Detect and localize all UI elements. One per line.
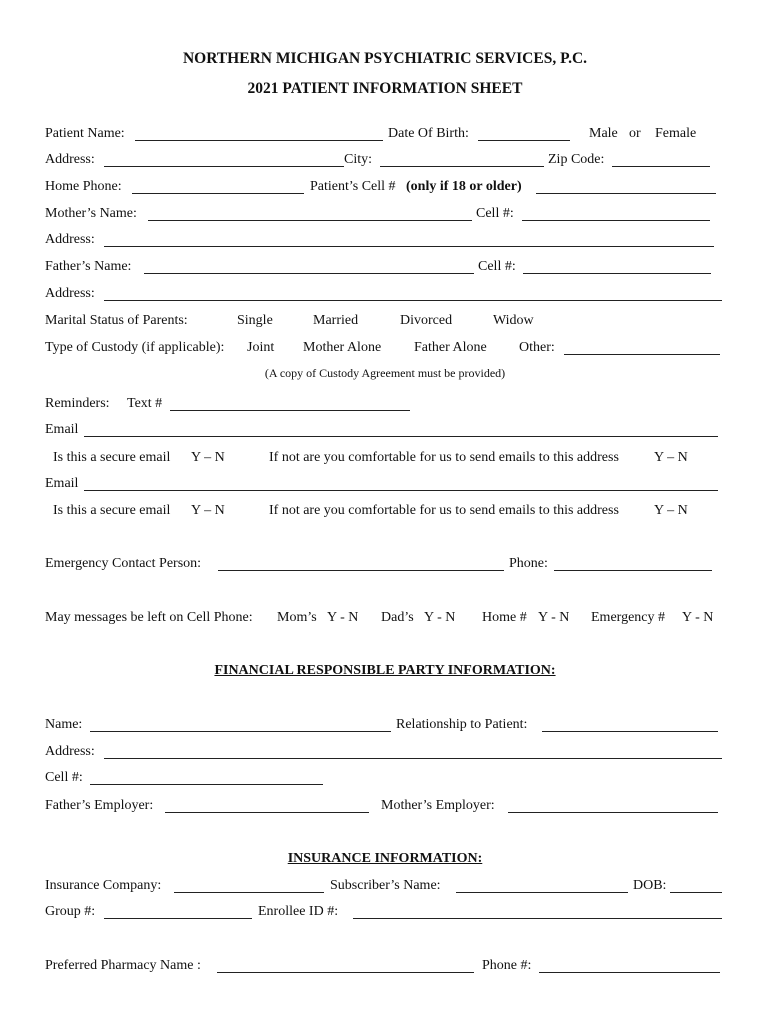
subscriber-label: Subscriber’s Name: — [330, 878, 441, 893]
custody-option-father[interactable]: Father Alone — [414, 340, 487, 355]
pharmacy-phone-field[interactable] — [539, 972, 720, 973]
email-1-comfort-question: If not are you comfortable for us to send emails to this address — [269, 450, 619, 465]
relationship-label: Relationship to Patient: — [396, 717, 528, 732]
mother-cell-field[interactable] — [522, 220, 710, 221]
messages-mom-yn[interactable]: Y - N — [327, 610, 359, 625]
dob-label: Date Of Birth: — [388, 126, 469, 141]
email-1-secure-question: Is this a secure email — [53, 450, 171, 465]
relationship-field[interactable] — [542, 731, 718, 732]
enrollee-label: Enrollee ID #: — [258, 904, 339, 919]
email-2-field[interactable] — [84, 490, 718, 491]
custody-note: (A copy of Custody Agreement must be provided) — [264, 366, 506, 380]
sex-male-option[interactable]: Male — [589, 126, 618, 141]
father-address-field[interactable] — [104, 300, 722, 301]
reminder-text-field[interactable] — [170, 410, 410, 411]
patient-cell-label: Patient’s Cell # — [310, 179, 396, 194]
marital-option-married[interactable]: Married — [313, 313, 359, 328]
email-1-secure-yn[interactable]: Y – N — [191, 450, 225, 465]
messages-emergency-label: Emergency # — [591, 610, 665, 625]
emergency-phone-label: Phone: — [509, 556, 548, 571]
messages-dad-yn[interactable]: Y - N — [424, 610, 456, 625]
financial-name-field[interactable] — [90, 731, 391, 732]
custody-other-label: Other: — [519, 340, 555, 355]
messages-label: May messages be left on Cell Phone: — [45, 610, 253, 625]
email-1-label: Email — [45, 422, 79, 437]
address-label: Address: — [45, 152, 95, 167]
reminders-label: Reminders: — [45, 396, 110, 411]
home-phone-field[interactable] — [132, 193, 304, 194]
marital-option-single[interactable]: Single — [237, 313, 273, 328]
subscriber-field[interactable] — [456, 892, 628, 893]
mother-employer-label: Mother’s Employer: — [381, 798, 495, 813]
org-name: NORTHERN MICHIGAN PSYCHIATRIC SERVICES, P.C. — [182, 50, 588, 67]
insurance-section-title: INSURANCE INFORMATION: — [287, 851, 483, 866]
financial-section-title: FINANCIAL RESPONSIBLE PARTY INFORMATION: — [214, 663, 556, 678]
insurance-company-field[interactable] — [174, 892, 324, 893]
messages-home-label: Home # — [482, 610, 527, 625]
pharmacy-field[interactable] — [217, 972, 474, 973]
sex-female-option[interactable]: Female — [655, 126, 697, 141]
messages-mom-label: Mom’s — [277, 610, 317, 625]
custody-label: Type of Custody (if applicable): — [45, 340, 225, 355]
mother-name-label: Mother’s Name: — [45, 206, 137, 221]
marital-option-widow[interactable]: Widow — [493, 313, 534, 328]
sex-or-text: or — [629, 126, 641, 141]
father-name-field[interactable] — [144, 273, 474, 274]
pharmacy-phone-label: Phone #: — [482, 958, 532, 973]
address-field[interactable] — [104, 166, 344, 167]
city-field[interactable] — [380, 166, 544, 167]
city-label: City: — [344, 152, 373, 167]
father-address-label: Address: — [45, 286, 95, 301]
father-cell-label: Cell #: — [478, 259, 516, 274]
marital-option-divorced[interactable]: Divorced — [400, 313, 453, 328]
email-2-label: Email — [45, 476, 79, 491]
zip-label: Zip Code: — [548, 152, 605, 167]
mother-cell-label: Cell #: — [476, 206, 514, 221]
patient-cell-note: (only if 18 or older) — [406, 179, 522, 194]
messages-home-yn[interactable]: Y - N — [538, 610, 570, 625]
mother-address-field[interactable] — [104, 246, 714, 247]
financial-address-field[interactable] — [104, 758, 722, 759]
financial-name-label: Name: — [45, 717, 83, 732]
email-2-secure-yn[interactable]: Y – N — [191, 503, 225, 518]
mother-address-label: Address: — [45, 232, 95, 247]
mother-name-field[interactable] — [148, 220, 472, 221]
home-phone-label: Home Phone: — [45, 179, 122, 194]
financial-cell-field[interactable] — [90, 784, 323, 785]
insurance-company-label: Insurance Company: — [45, 878, 162, 893]
marital-label: Marital Status of Parents: — [45, 313, 188, 328]
insurance-dob-field[interactable] — [670, 892, 722, 893]
father-name-label: Father’s Name: — [45, 259, 132, 274]
patient-name-label: Patient Name: — [45, 126, 125, 141]
custody-option-mother[interactable]: Mother Alone — [303, 340, 382, 355]
patient-name-field[interactable] — [135, 140, 383, 141]
messages-dad-label: Dad’s — [381, 610, 414, 625]
form-title: 2021 PATIENT INFORMATION SHEET — [247, 80, 523, 97]
enrollee-field[interactable] — [353, 918, 722, 919]
financial-cell-label: Cell #: — [45, 770, 83, 785]
father-cell-field[interactable] — [523, 273, 711, 274]
email-1-comfort-yn[interactable]: Y – N — [654, 450, 688, 465]
father-employer-label: Father’s Employer: — [45, 798, 154, 813]
custody-option-joint[interactable]: Joint — [247, 340, 275, 355]
emergency-label: Emergency Contact Person: — [45, 556, 202, 571]
email-2-comfort-question: If not are you comfortable for us to send emails to this address — [269, 503, 619, 518]
emergency-phone-field[interactable] — [554, 570, 712, 571]
financial-address-label: Address: — [45, 744, 95, 759]
email-2-comfort-yn[interactable]: Y – N — [654, 503, 688, 518]
pharmacy-label: Preferred Pharmacy Name : — [45, 958, 201, 973]
custody-other-field[interactable] — [564, 354, 720, 355]
father-employer-field[interactable] — [165, 812, 369, 813]
insurance-dob-label: DOB: — [633, 878, 667, 893]
email-1-field[interactable] — [84, 436, 718, 437]
group-field[interactable] — [104, 918, 252, 919]
zip-field[interactable] — [612, 166, 710, 167]
emergency-field[interactable] — [218, 570, 504, 571]
patient-cell-field[interactable] — [536, 193, 716, 194]
mother-employer-field[interactable] — [508, 812, 718, 813]
dob-field[interactable] — [478, 140, 570, 141]
email-2-secure-question: Is this a secure email — [53, 503, 171, 518]
reminder-text-label: Text # — [127, 396, 163, 411]
group-label: Group #: — [45, 904, 96, 919]
messages-emergency-yn[interactable]: Y - N — [682, 610, 714, 625]
